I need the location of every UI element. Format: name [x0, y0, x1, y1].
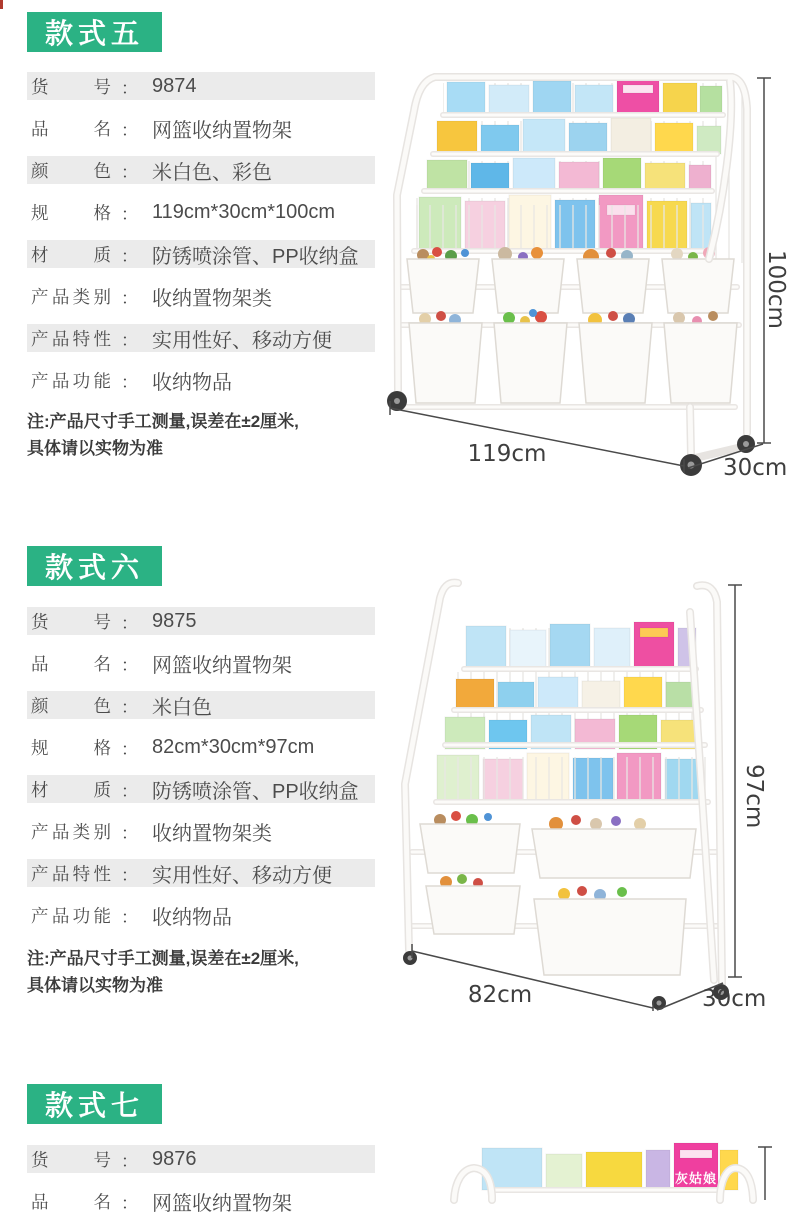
spec-label: 产品特性	[31, 328, 111, 349]
style5-width-dimension: 119cm	[467, 441, 547, 467]
spec-value: 收纳物品	[152, 906, 232, 929]
spec-colon: ：	[121, 823, 138, 843]
style7-rack-illustration	[428, 1140, 788, 1200]
spec-colon: ：	[121, 288, 138, 308]
spec-value: 网篮收纳置物架	[152, 1192, 292, 1215]
style5-height-dimension: 100cm	[763, 250, 789, 329]
page-edge-artifact	[0, 0, 3, 9]
spec-row-color	[27, 156, 375, 184]
style6-depth-dimension: 30cm	[702, 986, 767, 1012]
spec-label: 颜色	[31, 695, 111, 716]
toy-bins-row2	[426, 886, 686, 975]
spec-value: 82cm*30cm*97cm	[152, 735, 315, 758]
spec-row-features	[27, 324, 375, 352]
dimension-lines	[758, 1147, 772, 1200]
style5-product-image	[385, 55, 790, 495]
style6-spec-table	[27, 607, 375, 943]
spec-value: 9874	[152, 74, 197, 97]
spec-value: 防锈喷涂管、PP收纳盒	[152, 780, 359, 803]
spec-label: 产品类别	[31, 821, 111, 842]
spec-value: 防锈喷涂管、PP收纳盒	[152, 245, 359, 268]
spec-row-item-number	[27, 607, 375, 635]
spec-row-category	[27, 282, 375, 310]
spec-colon: ：	[121, 781, 138, 801]
style6-height-dimension: 97cm	[741, 764, 767, 829]
style6-note	[27, 945, 299, 999]
note-line2: 具体请以实物为准	[27, 439, 163, 458]
style7-spec-table	[27, 1145, 375, 1229]
style5-note	[27, 408, 299, 462]
spec-value: 9876	[152, 1147, 197, 1170]
style6-rack-illustration	[400, 552, 790, 1012]
spec-colon: ：	[121, 697, 138, 717]
spec-label: 货号	[31, 611, 111, 632]
spec-row-material	[27, 240, 375, 268]
spec-row-product-name	[27, 649, 375, 677]
spec-label: 产品类别	[31, 286, 111, 307]
spec-row-item-number	[27, 1145, 375, 1173]
spec-colon: ：	[121, 655, 138, 675]
spec-value: 119cm*30cm*100cm	[152, 200, 336, 223]
note-line1: 注:产品尺寸手工测量,误差在±2厘米,	[27, 949, 299, 968]
spec-value: 网篮收纳置物架	[152, 654, 292, 677]
toy-bins-row1	[420, 824, 696, 878]
book-shelf-tier2	[456, 677, 698, 710]
spec-value: 收纳物品	[152, 371, 232, 394]
spec-colon: ：	[121, 907, 138, 927]
spec-colon: ：	[121, 330, 138, 350]
spec-colon: ：	[121, 246, 138, 266]
style7-badge: 款式七	[27, 1084, 162, 1124]
spec-colon: ：	[121, 613, 138, 633]
spec-value: 实用性好、移动方便	[152, 864, 332, 887]
spec-colon: ：	[121, 204, 138, 224]
spec-colon: ：	[121, 739, 138, 759]
spec-row-function	[27, 366, 375, 394]
spec-label: 产品特性	[31, 863, 111, 884]
style7-product-image	[428, 1140, 788, 1200]
style5-rack-illustration	[385, 55, 790, 495]
spec-label: 材质	[31, 779, 111, 800]
spec-value: 网篮收纳置物架	[152, 119, 292, 142]
basket-front-wires	[415, 205, 707, 249]
book-shelf-tier1	[466, 622, 696, 669]
spec-row-features	[27, 859, 375, 887]
spec-row-size	[27, 733, 375, 761]
spec-row-category	[27, 817, 375, 845]
spec-colon: ：	[121, 372, 138, 392]
spec-row-item-number	[27, 72, 375, 100]
spec-label: 材质	[31, 244, 111, 265]
spec-row-size	[27, 198, 375, 226]
spec-colon: ：	[121, 865, 138, 885]
spec-colon: ：	[121, 162, 138, 182]
spec-colon: ：	[121, 1151, 138, 1171]
spec-label: 品名	[31, 118, 111, 139]
note-line1: 注:产品尺寸手工测量,误差在±2厘米,	[27, 412, 299, 431]
spec-label: 颜色	[31, 160, 111, 181]
spec-colon: ：	[121, 1193, 138, 1213]
basket-front-wires	[438, 757, 706, 802]
spec-value: 米白色、彩色	[152, 161, 272, 184]
spec-label: 品名	[31, 653, 111, 674]
spec-label: 品名	[31, 1191, 111, 1212]
style6-width-dimension: 82cm	[467, 982, 533, 1008]
spec-row-color	[27, 691, 375, 719]
spec-colon: ：	[121, 120, 138, 140]
spec-label: 货号	[31, 1149, 111, 1170]
book-cover-title: 灰姑娘	[674, 1171, 717, 1186]
note-line2: 具体请以实物为准	[27, 976, 163, 995]
style6-product-image	[400, 552, 790, 1012]
spec-value: 收纳置物架类	[152, 287, 272, 310]
toy-bins-row2	[409, 323, 737, 403]
spec-row-function	[27, 901, 375, 929]
spec-value: 实用性好、移动方便	[152, 329, 332, 352]
style6-badge: 款式六	[27, 546, 162, 586]
spec-row-material	[27, 775, 375, 803]
spec-label: 规格	[31, 202, 111, 223]
spec-label: 货号	[31, 76, 111, 97]
style5-spec-table	[27, 72, 375, 408]
spec-colon: ：	[121, 78, 138, 98]
spec-label: 产品功能	[31, 905, 111, 926]
style5-depth-dimension: 30cm	[723, 455, 788, 481]
spec-value: 9875	[152, 609, 197, 632]
style5-badge: 款式五	[27, 12, 162, 52]
spec-label: 规格	[31, 737, 111, 758]
spec-value: 收纳置物架类	[152, 822, 272, 845]
spec-label: 产品功能	[31, 370, 111, 391]
spec-value: 米白色	[152, 696, 212, 719]
spec-row-product-name	[27, 114, 375, 142]
spec-row-product-name	[27, 1187, 375, 1215]
